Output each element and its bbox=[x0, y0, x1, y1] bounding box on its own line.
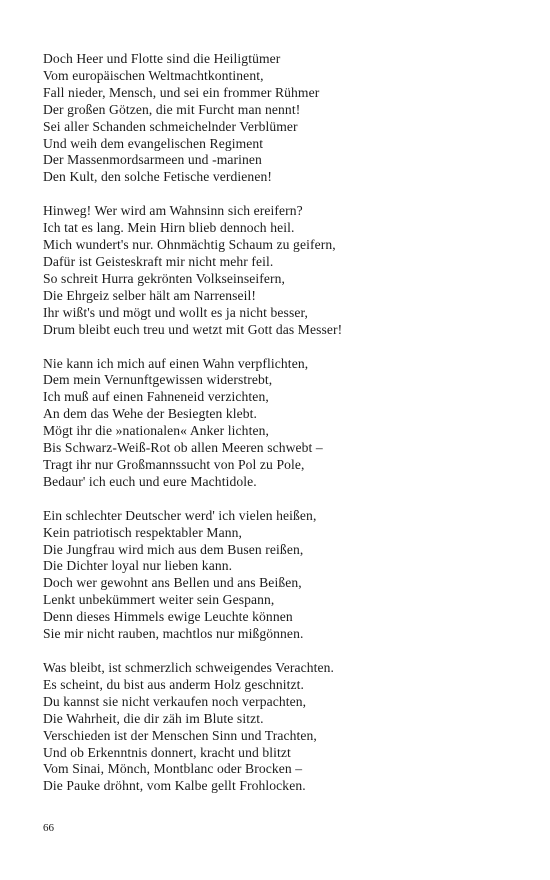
poem-line: Du kannst sie nicht verkaufen noch verpachten, bbox=[43, 693, 307, 709]
poem-line: Ihr wißt's und mögt und wollt es ja nicht besser, bbox=[43, 304, 309, 320]
poem-line: Der Massenmordsarmeen und -marinen bbox=[43, 152, 262, 168]
poem-line: Ich tat es lang. Mein Hirn blieb dennoch heil. bbox=[43, 220, 295, 236]
poem-line: Tragt ihr nur Großmannssucht von Pol zu Pole, bbox=[43, 456, 305, 472]
poem-line: Mich wundert's nur. Ohnmächtig Schaum zu geifern, bbox=[43, 237, 336, 253]
poem-line: Sei aller Schanden schmeichelnder Verblümer bbox=[43, 118, 298, 134]
poem-line: Mögt ihr die »nationalen« Anker lichten, bbox=[43, 423, 269, 439]
poem-line: Die Wahrheit, die dir zäh im Blute sitzt. bbox=[43, 710, 264, 726]
poem-line: Doch Heer und Flotte sind die Heiligtümer bbox=[43, 51, 281, 66]
poem-line: Die Ehrgeiz selber hält am Narrenseil! bbox=[43, 287, 257, 303]
poem-line: Hinweg! Wer wird am Wahnsinn sich ereifern? bbox=[43, 203, 303, 219]
poem-line: Ich muß auf einen Fahneneid verzichten, bbox=[43, 389, 269, 405]
poem-line: An dem das Wehe der Besiegten klebt. bbox=[43, 406, 258, 422]
poem-line: Den Kult, den solche Fetische verdienen! bbox=[43, 169, 272, 185]
poem-line: Sie mir nicht rauben, machtlos nur mißgönnen. bbox=[43, 626, 304, 642]
poem-line: Doch wer gewohnt ans Bellen und ans Beißen, bbox=[43, 575, 302, 591]
poem-line: Vom europäischen Weltmachtkontinent, bbox=[43, 67, 264, 83]
stanza bbox=[43, 660, 513, 795]
poem-line: Es scheint, du bist aus anderm Holz geschnitzt. bbox=[43, 676, 305, 692]
stanza bbox=[43, 51, 513, 186]
poem-line: Lenkt unbekümmert weiter sein Gespann, bbox=[43, 592, 275, 608]
stanza bbox=[43, 508, 513, 643]
poem-text bbox=[43, 51, 513, 812]
poem-line: Denn dieses Himmels ewige Leuchte können bbox=[43, 609, 293, 625]
poem-line: Vom Sinai, Mönch, Montblanc oder Brocken – bbox=[43, 761, 303, 777]
poem-line: Die Jungfrau wird mich aus dem Busen reißen, bbox=[43, 541, 304, 557]
poem-line: Kein patriotisch respektabler Mann, bbox=[43, 524, 243, 540]
stanza bbox=[43, 203, 513, 338]
poem-line: Und weih dem evangelischen Regiment bbox=[43, 135, 264, 151]
poem-line: So schreit Hurra gekrönten Volkseinseifern, bbox=[43, 270, 286, 286]
poem-line: Dafür ist Geisteskraft mir nicht mehr feil. bbox=[43, 253, 274, 269]
poem-line: Drum bleibt euch treu und wetzt mit Gott das Messer! bbox=[43, 321, 343, 337]
poem-line: Und ob Erkenntnis donnert, kracht und blitzt bbox=[43, 744, 291, 760]
poem-line: Die Dichter loyal nur lieben kann. bbox=[43, 558, 233, 574]
stanza bbox=[43, 356, 513, 491]
poem-line: Verschieden ist der Menschen Sinn und Trachten, bbox=[43, 727, 317, 743]
poem-line: Dem mein Vernunftgewissen widerstrebt, bbox=[43, 372, 273, 388]
poem-line: Die Pauke dröhnt, vom Kalbe gellt Frohlocken. bbox=[43, 778, 306, 794]
poem-line: Nie kann ich mich auf einen Wahn verpflichten, bbox=[43, 355, 309, 371]
poem-line: Fall nieder, Mensch, und sei ein frommer Rühmer bbox=[43, 84, 320, 100]
poem-line: Was bleibt, ist schmerzlich schweigendes Verachten. bbox=[43, 660, 335, 675]
poem-line: Ein schlechter Deutscher werd' ich vielen heißen, bbox=[43, 507, 317, 523]
page-number: 66 bbox=[43, 822, 54, 834]
poem-line: Der großen Götzen, die mit Furcht man nennt! bbox=[43, 101, 301, 117]
poem-line: Bis Schwarz-Weiß-Rot ob allen Meeren schwebt – bbox=[43, 440, 323, 456]
poem-line: Bedaur' ich euch und eure Machtidole. bbox=[43, 473, 257, 489]
